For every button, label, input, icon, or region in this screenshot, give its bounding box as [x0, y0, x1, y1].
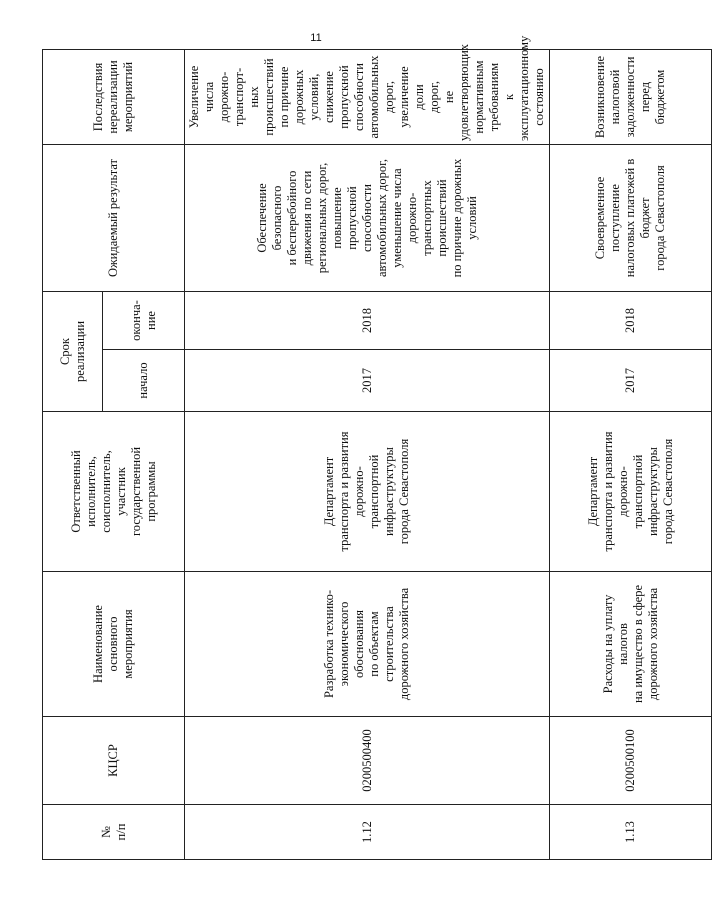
row-consequences: Возникновение налоговой задолженности перед бюджетом: [550, 50, 712, 145]
rotated-table-container: [42, 35, 675, 860]
table-row: [550, 50, 712, 860]
rotated-table-stage: [42, 35, 675, 860]
row-executor: Департамент транспорта и развития дорожно- транспортной инфраструктуры города Севастополя: [550, 412, 712, 572]
row-num: 1.13: [550, 805, 712, 860]
header-num: № п/п: [43, 805, 185, 860]
table-row: [185, 50, 550, 860]
page-number: 11: [310, 32, 322, 44]
row-result: Обеспечение безопасного и бесперебойного движения по сети региональных дорог, повышение пропускной способности автомобильных дорог, уменьшение числа дорожно- транспортных происшествий по причине дорожных условий: [185, 145, 550, 292]
row-start: 2017: [185, 350, 550, 412]
row-executor: Департамент транспорта и развития дорожно- транспортной инфраструктуры города Севастополя: [185, 412, 550, 572]
row-consequences: Увеличение числа дорожно-транспорт- ных происшествий по причине дорожных условий, снижение пропускной способности автомобильных дорог, увеличение доли дорог, не удовлетворяющих нормативным требованиям к эксплуатационному состоянию: [185, 50, 550, 145]
header-kcsr: КЦСР: [43, 717, 185, 805]
row-name: Расходы на уплату налогов на имущество в сфере дорожного хозяйства: [550, 572, 712, 717]
row-kcsr: 0200500400: [185, 717, 550, 805]
row-end: 2018: [185, 292, 550, 350]
row-num: 1.12: [185, 805, 550, 860]
header-start: начало: [103, 350, 185, 412]
row-name: Разработка технико- экономического обоснования по объектам строительства дорожного хозяйства: [185, 572, 550, 717]
activities-table: [42, 35, 712, 860]
header-executor: Ответственный исполнитель, соисполнитель, участник государственной программы: [43, 412, 185, 572]
header-consequences: Последствия нереализации мероприятий: [43, 50, 185, 145]
header-end: оконча- ние: [103, 292, 185, 350]
header-period: Срок реализации: [43, 292, 103, 412]
header-result: Ожидаемый результат: [43, 145, 185, 292]
row-kcsr: 0200500100: [550, 717, 712, 805]
row-start: 2017: [550, 350, 712, 412]
row-result: Своевременное поступление налоговых платежей в бюджет города Севастополя: [550, 145, 712, 292]
header-name: Наименование основного мероприятия: [43, 572, 185, 717]
header-row-1: [43, 50, 103, 860]
row-end: 2018: [550, 292, 712, 350]
